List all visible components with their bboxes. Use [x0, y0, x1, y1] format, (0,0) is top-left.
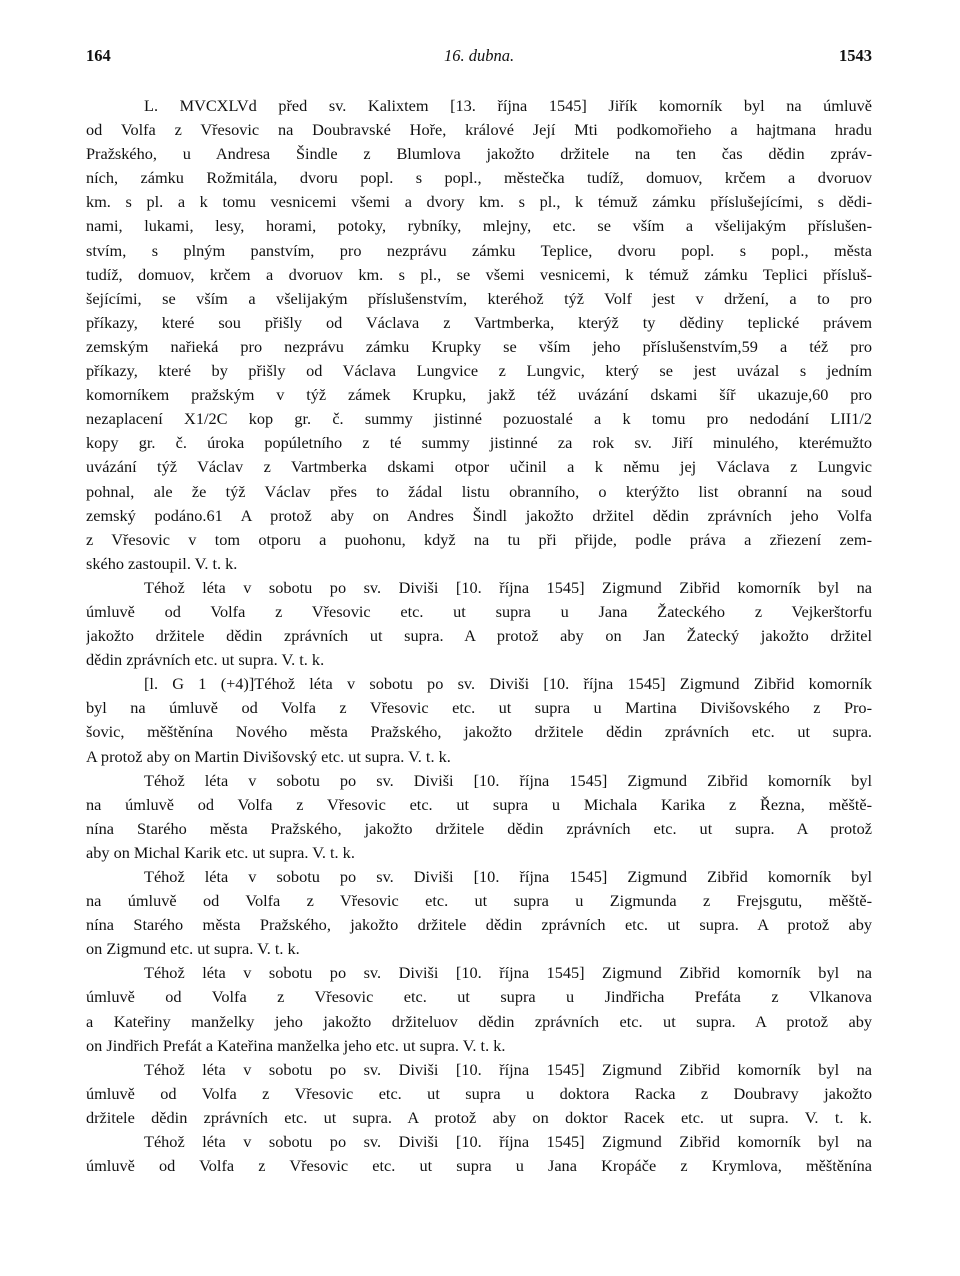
text-line: Téhož léta v sobotu po sv. Diviši [10. října 1545] Zigmund Zibřid komorník byl na: [144, 963, 872, 983]
text-line: A protož aby on Martin Divišovský etc. ut supra. V. t. k.: [86, 746, 451, 766]
text-line: kopy gr. č. úroka popúletního z té summy jistinné za rok sv. Jiří minulého, kterémužto: [86, 433, 872, 453]
text-line: ních, zámku Rožmitála, dvoru popl. s popl., městečka tudíž, domuov, krčem a dvoruov: [86, 168, 872, 188]
text-line: zemský podáno.61 A protož aby on Andres Šindl jakožto držitel dědin zprávních jeho Volfa: [86, 505, 872, 525]
text-line: jakožto držitele dědin zprávních ut supra. A protož aby on Jan Žatecký jakožto držitel: [86, 626, 872, 646]
text-line: on Jindřich Prefát a Kateřina manželka jeho etc. ut supra. V. t. k.: [86, 1035, 506, 1055]
running-head: 16. dubna.: [443, 46, 515, 65]
text-line: šovic, měštěnína Nového města Pražského, jakožto držitele dědin zprávních etc. ut supra.: [86, 722, 872, 742]
text-line: byl na úmluvě od Volfa z Vřesovic etc. ut supra u Martina Divišovského z Pro-: [86, 698, 872, 718]
text-line: tudíž, domuov, krčem a dvoruov km. s pl., se všemi vesnicemi, k témuž zámku Teplici přísluš-: [86, 264, 872, 284]
text-line: od Volfa z Vřesovic na Doubravské Hoře, králové Její Mti podkomořieho a hajtmana hradu: [86, 120, 872, 140]
text-line: zemským nařieká pro nezprávu zámku Krupky se vším jeho příslušenstvím,59 a též pro: [86, 336, 872, 356]
year-heading: 1543: [839, 46, 872, 65]
text-line: Téhož léta v sobotu po sv. Diviši [10. října 1545] Zigmund Zibřid komorník byl na: [144, 577, 872, 597]
text-line: úmluvě od Volfa z Vřesovic etc. ut supra u Jindřicha Prefáta z Vlkanova: [86, 987, 872, 1007]
text-line: příkazy, které sou přišly od Václava z Vartmberka, kterýž ty dědiny teplické právem: [86, 312, 872, 332]
text-line: [l. G 1 (+4)]Téhož léta v sobotu po sv. Diviši [10. října 1545] Zigmund Zibřid komorník: [144, 674, 872, 694]
text-line: aby on Michal Karik etc. ut supra. V. t. k.: [86, 842, 355, 862]
text-line: z Vřesovic v tom otporu a puohonu, když na tu při přijde, podle práva a zřiezení zem-: [86, 529, 872, 549]
body-text: [86, 94, 872, 1178]
text-line: na úmluvě od Volfa z Vřesovic etc. ut supra u Zigmunda z Frejsgutu, měště-: [86, 891, 872, 911]
text-line: na úmluvě od Volfa z Vřesovic etc. ut supra u Michala Karika z Řezna, měště-: [86, 794, 872, 814]
text-line: komorníkem pražským v týž zámek Krupku, jakž též uvázání dskami šíř ukazuje,60 pro: [86, 385, 872, 405]
text-line: ského zastoupil. V. t. k.: [86, 553, 238, 573]
page-number: 164: [86, 46, 111, 65]
text-line: km. s pl. a k tomu vesnicemi všemi a dvory km. s pl., k témuž zámku příslušejícími, s dědi-: [86, 192, 872, 212]
text-line: držitele dědin zprávních etc. ut supra. A protož aby on doktor Racek etc. ut supra. V. t. k.: [86, 1107, 872, 1127]
text-line: L. MVCXLVd před sv. Kalixtem [13. října 1545] Jiřík komorník byl na úmluvě: [144, 96, 872, 115]
text-line: Téhož léta v sobotu po sv. Diviši [10. října 1545] Zigmund Zibřid komorník byl na: [144, 1132, 872, 1152]
text-line: Téhož léta v sobotu po sv. Diviši [10. října 1545] Zigmund Zibřid komorník byl na: [144, 1059, 872, 1079]
text-line: úmluvě od Volfa z Vřesovic etc. ut supra u Jana Kropáče z Krymlova, měštěnína: [86, 1156, 872, 1176]
text-line: a Kateřiny manželky jeho jakožto držiteluov dědin zprávních etc. ut supra. A protož aby: [86, 1011, 872, 1031]
text-line: šejícími, se vším a všelijakým příslušenstvím, kteréhož týž Volf jest v držení, a to pro: [86, 288, 872, 308]
text-line: nami, lukami, lesy, horami, potoky, rybníky, mlejny, etc. se vším a všelijakým příslušen-: [86, 216, 872, 236]
text-line: příkazy, které by přišly od Václava Lungvice z Lungvic, který se jest uvázal s jedním: [86, 361, 872, 381]
text-line: úmluvě od Volfa z Vřesovic etc. ut supra u doktora Racka z Doubravy jakožto: [86, 1083, 872, 1103]
text-line: nína Starého města Pražského, jakožto držitele dědin zprávních etc. ut supra. A protož aby: [86, 915, 872, 935]
text-line: on Zigmund etc. ut supra. V. t. k.: [86, 939, 300, 959]
text-line: Téhož léta v sobotu po sv. Diviši [10. října 1545] Zigmund Zibřid komorník byl: [144, 867, 872, 886]
text-line: stvím, s plným panstvím, pro nezprávu zámku Teplice, dvoru popl. s popl., města: [86, 240, 872, 260]
text-line: pohnal, ale že týž Václav přes to žádal listu obranního, o kterýžto list obranní na soud: [86, 481, 872, 501]
text-line: Téhož léta v sobotu po sv. Diviši [10. října 1545] Zigmund Zibřid komorník byl: [144, 770, 872, 790]
text-line: dědin zprávních etc. ut supra. V. t. k.: [86, 650, 325, 670]
text-line: uvázání týž Václav z Vartmberka dskami otpor učinil a k němu jej Václava z Lungvic: [86, 457, 872, 477]
text-line: Pražského, u Andresa Šindle z Blumlova jakožto držitele na ten čas dědin zpráv-: [86, 144, 872, 164]
text-line: úmluvě od Volfa z Vřesovic etc. ut supra u Jana Žateckého z Vejkerštorfu: [86, 601, 872, 621]
text-line: nezaplacení X1/2C kop gr. č. summy jistinné pozuostalé a k tomu pro nedodání LII1/2: [86, 409, 872, 429]
text-line: nína Starého města Pražského, jakožto držitele dědin zprávních etc. ut supra. A protož: [86, 818, 872, 838]
